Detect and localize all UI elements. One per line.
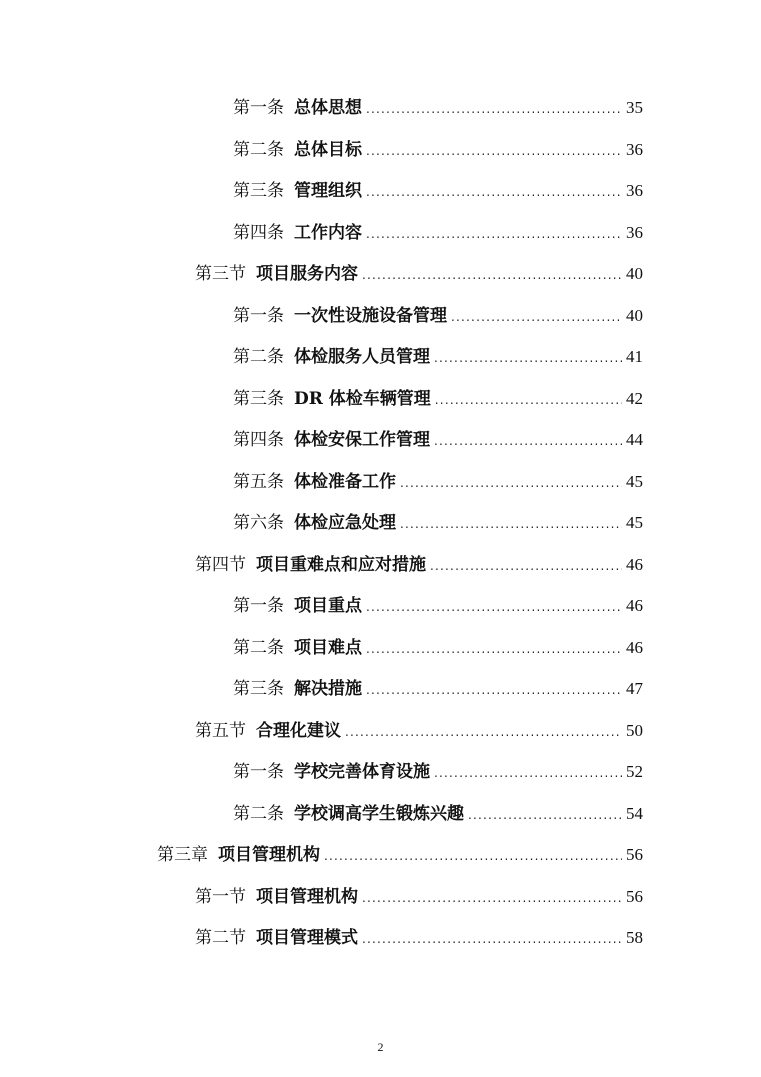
- toc-entry-title: DR 体检车辆管理: [294, 389, 431, 409]
- toc-entry-number: 第一条: [233, 762, 284, 782]
- toc-entry-page: 46: [626, 638, 643, 657]
- toc-leader-dots: [366, 677, 622, 703]
- toc-leader-dots: [362, 262, 622, 288]
- toc-entry[interactable]: [233, 137, 643, 163]
- toc-entry-title: 总体思想: [294, 98, 362, 118]
- toc-leader-dots: [451, 304, 622, 330]
- toc-leader-dots: [366, 221, 622, 247]
- toc-leader-dots: [366, 636, 622, 662]
- toc-entry-number: 第一条: [233, 98, 284, 118]
- toc-entry-page: 56: [626, 887, 643, 906]
- toc-entry-title: 一次性设施设备管理: [294, 306, 447, 326]
- toc-entry[interactable]: [195, 718, 643, 744]
- page-number: 2: [377, 1040, 384, 1054]
- toc-entry-page: 58: [626, 928, 643, 947]
- toc-entry-page: 36: [626, 181, 643, 200]
- toc-leader-dots: [434, 428, 622, 454]
- toc-entry-title: 体检安保工作管理: [294, 430, 430, 450]
- toc-entry-page: 46: [626, 555, 643, 574]
- toc-entry[interactable]: [233, 386, 643, 412]
- toc-leader-dots: [400, 511, 622, 537]
- toc-entry-page: 45: [626, 513, 643, 532]
- toc-leader-dots: [434, 760, 622, 786]
- toc-entry-number: 第四节: [195, 555, 246, 575]
- toc-entry-page: 45: [626, 472, 643, 491]
- toc-entry[interactable]: [233, 95, 643, 121]
- toc-leader-dots: [430, 553, 622, 579]
- toc-entry-page: 41: [626, 347, 643, 366]
- toc-entry-page: 35: [626, 98, 643, 117]
- toc-entry-title: 学校调高学生锻炼兴趣: [294, 804, 464, 824]
- toc-entry-title: 项目服务内容: [256, 264, 358, 284]
- toc-entry-number: 第三条: [233, 181, 284, 201]
- toc-entry-page: 40: [626, 264, 643, 283]
- toc-entry[interactable]: [195, 925, 643, 951]
- toc-entry-page: 56: [626, 845, 643, 864]
- toc-entry-number: 第一条: [233, 596, 284, 616]
- toc-entry-title: 管理组织: [294, 181, 362, 201]
- toc-entry-title: 项目重难点和应对措施: [256, 555, 426, 575]
- toc-entry-number: 第五节: [195, 721, 246, 741]
- toc-leader-dots: [324, 843, 622, 869]
- toc-entry-page: 54: [626, 804, 643, 823]
- toc-entry-number: 第二节: [195, 928, 246, 948]
- toc-leader-dots: [468, 802, 622, 828]
- toc-leader-dots: [366, 96, 622, 122]
- toc-entry[interactable]: [233, 801, 643, 827]
- toc-entry-number: 第六条: [233, 513, 284, 533]
- toc-leader-dots: [435, 387, 622, 413]
- toc-entry-page: 42: [626, 389, 643, 408]
- toc-entry-title: 项目管理机构: [218, 845, 320, 865]
- toc-entry[interactable]: [195, 261, 643, 287]
- toc-entry-number: 第二条: [233, 347, 284, 367]
- toc-entry-number: 第三章: [157, 845, 208, 865]
- toc-entry-title: 总体目标: [294, 140, 362, 160]
- toc-entry-title: 项目管理机构: [256, 887, 358, 907]
- toc-entry[interactable]: [233, 178, 643, 204]
- toc-entry-number: 第二条: [233, 638, 284, 658]
- toc-entry[interactable]: [195, 884, 643, 910]
- toc-entry-title: 解决措施: [294, 679, 362, 699]
- toc-entry-number: 第二条: [233, 140, 284, 160]
- toc-entry[interactable]: [233, 759, 643, 785]
- toc-entry-number: 第二条: [233, 804, 284, 824]
- toc-entry[interactable]: [233, 220, 643, 246]
- toc-entry-page: 40: [626, 306, 643, 325]
- toc-entry[interactable]: [233, 469, 643, 495]
- toc-entry-number: 第三条: [233, 389, 284, 409]
- toc-entry-number: 第三节: [195, 264, 246, 284]
- toc-leader-dots: [366, 594, 622, 620]
- toc-entry-title: 项目难点: [294, 638, 362, 658]
- toc-entry-page: 44: [626, 430, 643, 449]
- toc-entry-title: 项目重点: [294, 596, 362, 616]
- toc-entry-title: 项目管理模式: [256, 928, 358, 948]
- toc-leader-dots: [345, 719, 622, 745]
- toc-entry-page: 47: [626, 679, 643, 698]
- toc-leader-dots: [366, 179, 622, 205]
- toc-leader-dots: [400, 470, 622, 496]
- toc-entry-title: 合理化建议: [256, 721, 341, 741]
- toc-entry-number: 第一节: [195, 887, 246, 907]
- toc-entry-number: 第四条: [233, 223, 284, 243]
- toc-entry[interactable]: [233, 303, 643, 329]
- toc-entry-page: 46: [626, 596, 643, 615]
- toc-entry-title: 学校完善体育设施: [294, 762, 430, 782]
- toc-entry[interactable]: [195, 552, 643, 578]
- toc-entry-page: 52: [626, 762, 643, 781]
- toc-leader-dots: [362, 885, 622, 911]
- toc-entry-title: 工作内容: [294, 223, 362, 243]
- toc-entry-title: 体检应急处理: [294, 513, 396, 533]
- toc-entry[interactable]: [233, 593, 643, 619]
- toc-entry-page: 36: [626, 223, 643, 242]
- toc-entry-number: 第一条: [233, 306, 284, 326]
- toc-entry-page: 50: [626, 721, 643, 740]
- toc-entry-title: 体检准备工作: [294, 472, 396, 492]
- toc-entry[interactable]: [233, 344, 643, 370]
- toc-entry-page: 36: [626, 140, 643, 159]
- toc-entry[interactable]: [233, 427, 643, 453]
- toc-leader-dots: [362, 926, 622, 952]
- toc-entry-number: 第四条: [233, 430, 284, 450]
- toc-entry-number: 第五条: [233, 472, 284, 492]
- toc-entry[interactable]: [233, 676, 643, 702]
- toc-entry[interactable]: [157, 842, 643, 868]
- toc-entry[interactable]: [233, 635, 643, 661]
- toc-leader-dots: [366, 138, 622, 164]
- toc-entry[interactable]: [233, 510, 643, 536]
- toc-leader-dots: [434, 345, 622, 371]
- toc-entry-title: 体检服务人员管理: [294, 347, 430, 367]
- toc-entry-number: 第三条: [233, 679, 284, 699]
